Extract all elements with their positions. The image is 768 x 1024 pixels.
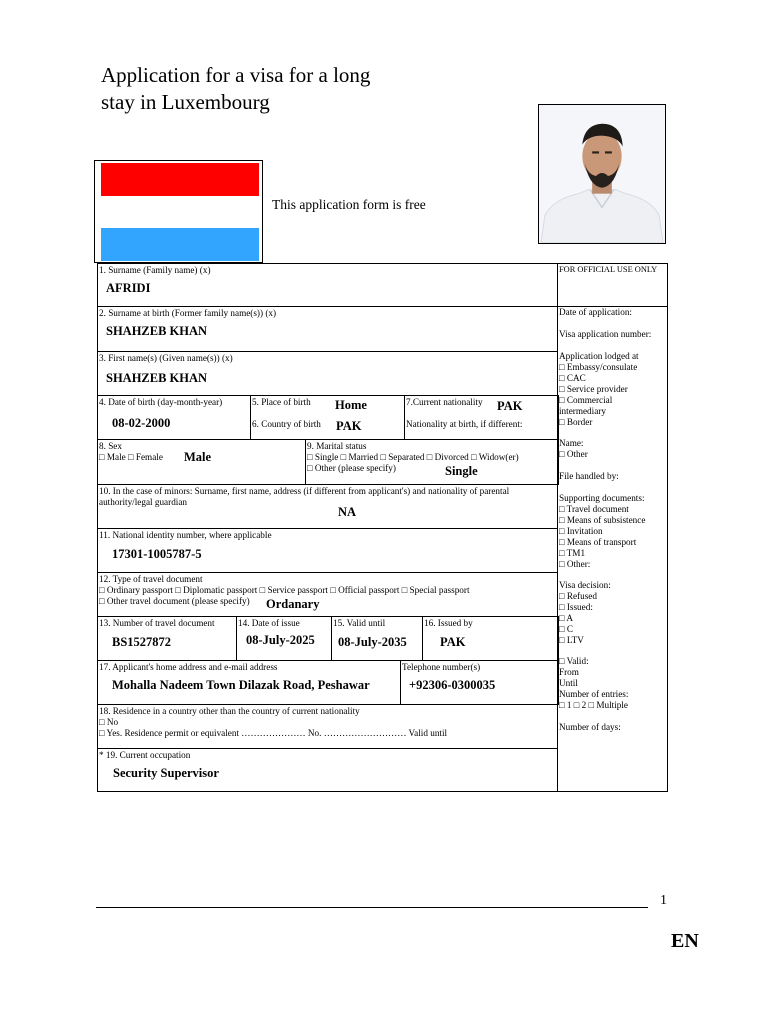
travel-doc-type-other[interactable]: □ Other travel document (please specify) bbox=[99, 596, 250, 606]
valid-until-value[interactable]: 08-July-2035 bbox=[338, 635, 407, 649]
marital-status-cell bbox=[305, 439, 559, 485]
language-code: EN bbox=[671, 930, 699, 952]
country-of-birth-label: 6. Country of birth bbox=[252, 419, 321, 429]
entries-options[interactable]: □ 1 □ 2 □ Multiple bbox=[559, 700, 628, 710]
number-of-days-label: Number of days: bbox=[559, 722, 621, 732]
footer-rule bbox=[96, 907, 648, 908]
address-value[interactable]: Mohalla Nadeem Town Dilazak Road, Peshawar bbox=[112, 678, 370, 692]
decision-option-5[interactable]: □ LTV bbox=[559, 635, 584, 645]
occupation-label: * 19. Current occupation bbox=[99, 750, 191, 760]
applicant-photo bbox=[538, 104, 666, 244]
decision-option-1[interactable]: □ Refused bbox=[559, 591, 597, 601]
title-line-1: Application for a visa for a long bbox=[101, 63, 371, 87]
travel-doc-type-options[interactable]: □ Ordinary passport □ Diplomatic passport □ Service passport □ Official passport □ Special passport bbox=[99, 585, 470, 595]
supporting-option-3[interactable]: □ Invitation bbox=[559, 526, 603, 536]
other-option[interactable]: □ Other bbox=[559, 449, 588, 459]
telephone-cell bbox=[400, 660, 559, 705]
title-line-2: stay in Luxembourg bbox=[101, 90, 270, 114]
supporting-option-6[interactable]: □ Other: bbox=[559, 559, 591, 569]
date-of-issue-label: 14. Date of issue bbox=[238, 618, 300, 628]
current-nationality-value[interactable]: PAK bbox=[497, 399, 523, 413]
visa-application-form bbox=[97, 263, 668, 792]
from-label: From bbox=[559, 667, 579, 677]
telephone-value[interactable]: +92306-0300035 bbox=[409, 678, 496, 692]
official-use-column bbox=[557, 263, 669, 792]
residence-cell bbox=[97, 704, 558, 749]
date-of-issue-cell bbox=[236, 616, 332, 661]
issued-by-value[interactable]: PAK bbox=[440, 635, 466, 649]
lodged-option-1[interactable]: □ Embassy/consulate bbox=[559, 362, 638, 372]
first-names-cell bbox=[97, 351, 558, 396]
flag-blue-stripe bbox=[101, 228, 259, 261]
supporting-option-4[interactable]: □ Means of transport bbox=[559, 537, 637, 547]
visa-application-number-label: Visa application number: bbox=[559, 329, 652, 339]
lodged-option-3[interactable]: □ Service provider bbox=[559, 384, 628, 394]
name-label: Name: bbox=[559, 438, 584, 448]
decision-option-3[interactable]: □ A bbox=[559, 613, 573, 623]
surname-at-birth-cell bbox=[97, 306, 558, 352]
address-cell bbox=[97, 660, 401, 705]
supporting-option-2[interactable]: □ Means of subsistence bbox=[559, 515, 646, 525]
first-names-value[interactable]: SHAHZEB KHAN bbox=[106, 371, 208, 385]
applicant-photo-image bbox=[539, 105, 665, 243]
surname-cell bbox=[97, 263, 558, 307]
marital-status-label: 9. Marital status bbox=[307, 441, 367, 451]
until-label: Until bbox=[559, 678, 578, 688]
marital-status-options[interactable]: □ Single □ Married □ Separated □ Divorced □ Widow(er) bbox=[307, 452, 519, 462]
supporting-option-5[interactable]: □ TM1 bbox=[559, 548, 586, 558]
travel-doc-number-value[interactable]: BS1527872 bbox=[112, 635, 172, 649]
sex-cell bbox=[97, 439, 306, 485]
place-of-birth-value[interactable]: Home bbox=[335, 398, 367, 412]
national-id-value[interactable]: 17301-1005787-5 bbox=[112, 547, 202, 561]
first-names-label: 3. First name(s) (Given name(s)) (x) bbox=[99, 353, 233, 363]
supporting-option-1[interactable]: □ Travel document bbox=[559, 504, 629, 514]
page-title bbox=[101, 62, 431, 116]
number-of-entries-label: Number of entries: bbox=[559, 689, 629, 699]
current-nationality-label: 7.Current nationality bbox=[406, 397, 483, 407]
travel-doc-type-cell bbox=[97, 572, 558, 617]
marital-status-other[interactable]: □ Other (please specify) bbox=[307, 463, 396, 473]
lodged-option-4[interactable]: □ Commercial bbox=[559, 395, 613, 405]
visa-decision-label: Visa decision: bbox=[559, 580, 611, 590]
marital-status-value[interactable]: Single bbox=[445, 464, 478, 478]
free-form-note: This application form is free bbox=[272, 197, 426, 212]
occupation-cell bbox=[97, 748, 558, 792]
residence-option-no[interactable]: □ No bbox=[99, 717, 119, 727]
minors-cell bbox=[97, 484, 558, 529]
minors-label-2: authority/legal guardian bbox=[99, 497, 188, 507]
residence-label: 18. Residence in a country other than the country of current nationality bbox=[99, 706, 360, 716]
date-of-application-label: Date of application: bbox=[559, 307, 632, 317]
place-of-birth-cell bbox=[250, 395, 405, 440]
national-id-label: 11. National identity number, where applicable bbox=[99, 530, 272, 540]
travel-doc-number-label: 13. Number of travel document bbox=[99, 618, 215, 628]
nationality-at-birth-label: Nationality at birth, if different: bbox=[406, 419, 523, 429]
dob-value[interactable]: 08-02-2000 bbox=[112, 416, 171, 430]
address-label: 17. Applicant's home address and e-mail address bbox=[99, 662, 278, 672]
travel-doc-type-label: 12. Type of travel document bbox=[99, 574, 203, 584]
minors-label-1: 10. In the case of minors: Surname, first name, address (if different from applicant's) and nationality of parental bbox=[99, 486, 510, 496]
surname-at-birth-value[interactable]: SHAHZEB KHAN bbox=[106, 324, 208, 338]
valid-until-label: 15. Valid until bbox=[333, 618, 386, 628]
sex-options[interactable]: □ Male □ Female bbox=[99, 452, 163, 462]
surname-label: 1. Surname (Family name) (x) bbox=[99, 265, 211, 275]
place-of-birth-label: 5. Place of birth bbox=[252, 397, 311, 407]
surname-value[interactable]: AFRIDI bbox=[106, 281, 151, 295]
issued-by-cell bbox=[422, 616, 559, 661]
file-handled-by-label: File handled by: bbox=[559, 471, 619, 481]
page-number: 1 bbox=[660, 893, 667, 908]
lodged-option-2[interactable]: □ CAC bbox=[559, 373, 586, 383]
dob-label: 4. Date of birth (day-month-year) bbox=[99, 397, 223, 407]
lodged-at-label: Application lodged at bbox=[559, 351, 639, 361]
supporting-docs-label: Supporting documents: bbox=[559, 493, 645, 503]
luxembourg-flag bbox=[94, 160, 263, 263]
flag-red-stripe bbox=[101, 163, 259, 196]
issued-by-label: 16. Issued by bbox=[424, 618, 473, 628]
lodged-option-6[interactable]: □ Border bbox=[559, 417, 593, 427]
residence-option-yes[interactable]: □ Yes. Residence permit or equivalent ………………… No. ……………………… Valid until bbox=[99, 728, 448, 738]
national-id-cell bbox=[97, 528, 558, 573]
dob-cell bbox=[97, 395, 251, 440]
sex-value[interactable]: Male bbox=[184, 450, 212, 464]
surname-at-birth-label: 2. Surname at birth (Former family name(s)) (x) bbox=[99, 308, 277, 318]
valid-until-cell bbox=[331, 616, 423, 661]
date-of-issue-value[interactable]: 08-July-2025 bbox=[246, 633, 315, 647]
sex-label: 8. Sex bbox=[99, 441, 122, 451]
travel-doc-number-cell bbox=[97, 616, 237, 661]
lodged-option-5: intermediary bbox=[559, 406, 606, 416]
country-of-birth-value[interactable]: PAK bbox=[336, 419, 362, 433]
official-use-header: FOR OFFICIAL USE ONLY bbox=[559, 265, 658, 274]
telephone-label: Telephone number(s) bbox=[402, 662, 481, 672]
occupation-value[interactable]: Security Supervisor bbox=[113, 766, 219, 780]
nationality-cell bbox=[404, 395, 559, 440]
decision-option-4[interactable]: □ C bbox=[559, 624, 573, 634]
decision-option-2[interactable]: □ Issued: bbox=[559, 602, 593, 612]
travel-doc-type-value[interactable]: Ordanary bbox=[266, 597, 320, 611]
minors-value[interactable]: NA bbox=[338, 505, 357, 519]
valid-option[interactable]: □ Valid: bbox=[559, 656, 589, 666]
